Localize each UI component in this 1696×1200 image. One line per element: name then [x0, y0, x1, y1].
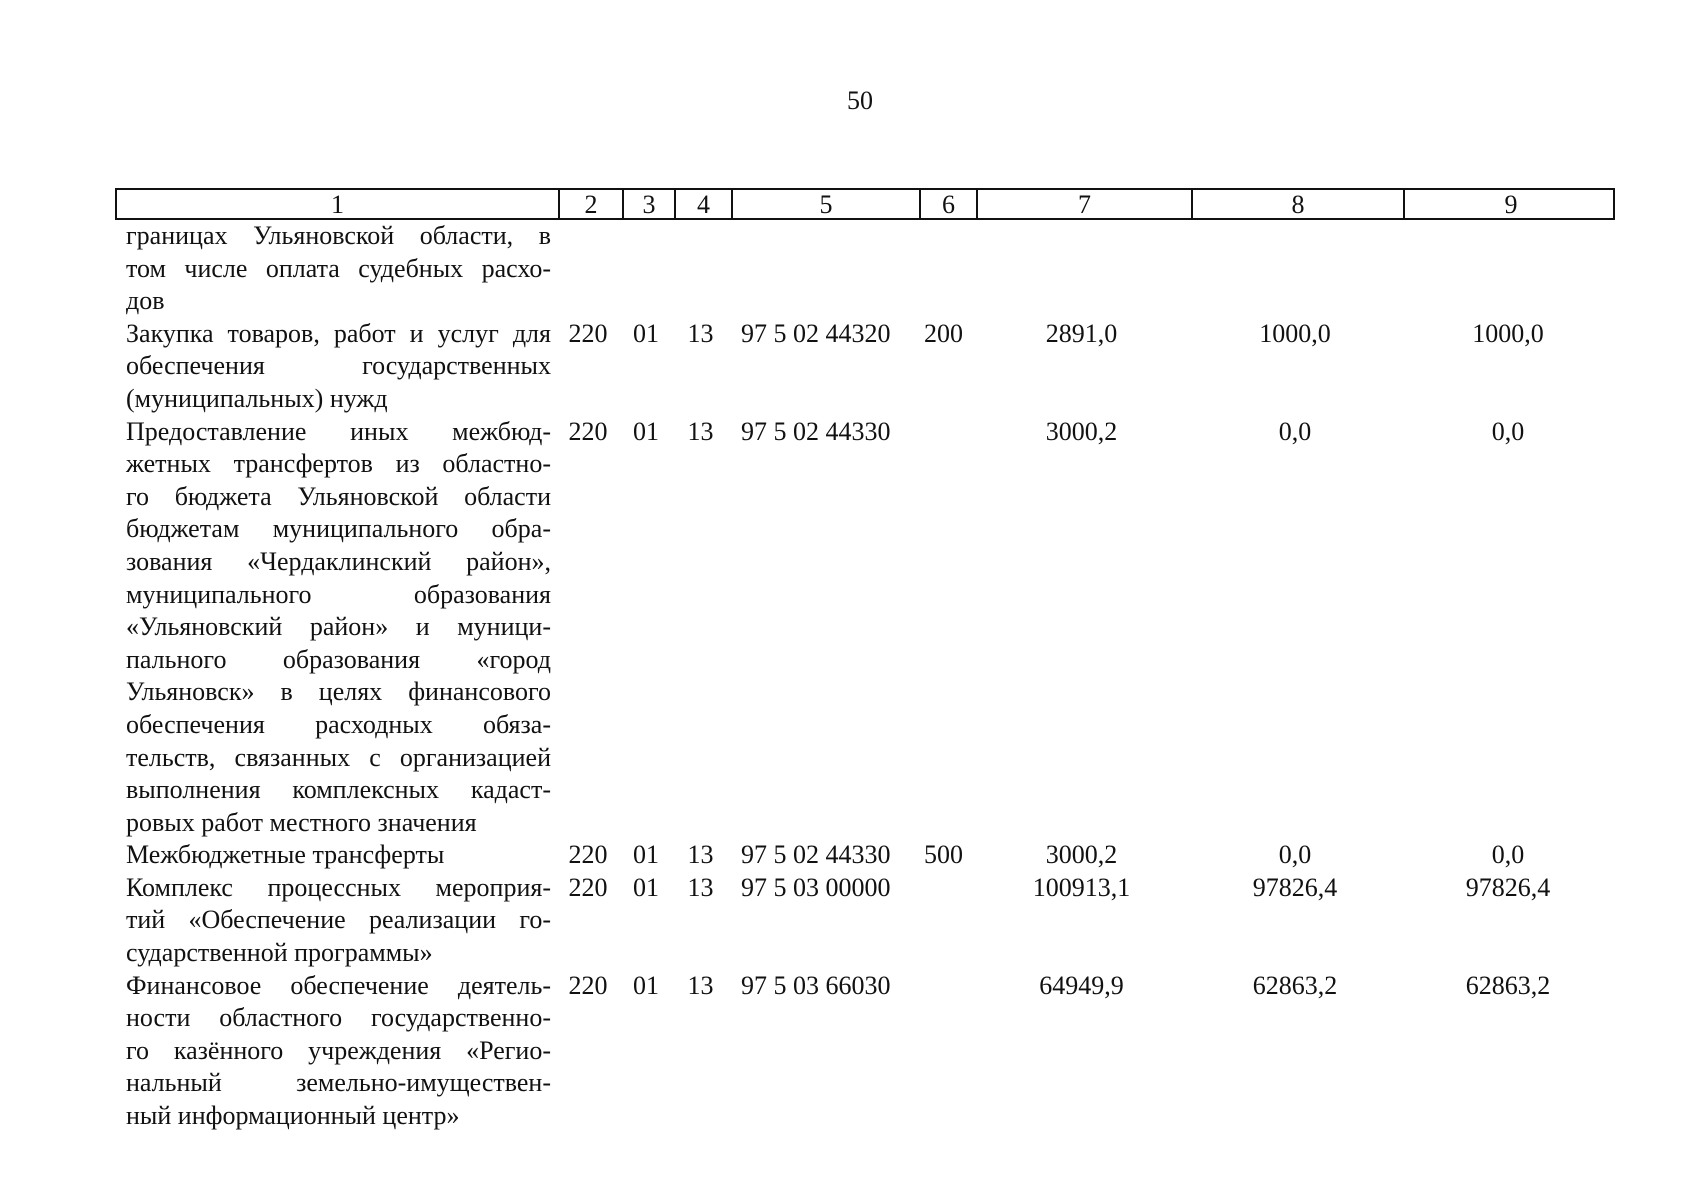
row-description	[115, 872, 556, 970]
row-target-article: 97 5 03 00000	[741, 872, 891, 902]
row-description	[115, 416, 556, 840]
description-line: ный информационный центр»	[126, 1101, 460, 1131]
row-amount-col9: 62863,2	[1465, 970, 1551, 1000]
row-amount-col9: 0,0	[1491, 416, 1525, 446]
header-col-1: 1	[331, 190, 344, 219]
header-col-5: 5	[731, 190, 919, 220]
row-amount-col7: 2891,0	[1045, 318, 1118, 348]
row-target-article: 97 5 02 44330	[741, 416, 891, 446]
row-chapter-code: 220	[568, 840, 608, 870]
description-line: бюджетам муниципального обра-	[126, 514, 551, 544]
row-amount-col7: 100913,1	[1032, 872, 1131, 902]
page-number: 50	[847, 86, 873, 115]
description-line: жетных трансфертов из областно-	[126, 449, 551, 479]
description-line: обеспечения государственных	[126, 351, 551, 381]
table-row	[115, 839, 1615, 872]
row-chapter-code	[556, 220, 620, 318]
row-section-code: 01	[633, 318, 659, 348]
description-line: го бюджета Ульяновской области	[126, 481, 551, 511]
budget-table	[115, 188, 1615, 1133]
row-amount-col8: 0,0	[1278, 416, 1312, 446]
row-chapter-code: 220	[568, 872, 608, 902]
row-subsection-code: 13	[687, 416, 714, 446]
description-line: том числе оплата судебных расхо-	[126, 253, 551, 283]
row-target-article	[729, 220, 917, 318]
row-amount-col7	[974, 220, 1189, 318]
row-section-code	[620, 220, 672, 318]
description-line: «Ульяновский район» и муници-	[126, 612, 551, 642]
row-amount-col8: 97826,4	[1252, 872, 1338, 902]
row-subsection-code: 13	[687, 872, 714, 902]
row-chapter-code: 220	[568, 318, 608, 348]
row-amount-col8: 62863,2	[1252, 970, 1338, 1000]
row-amount-col8	[1189, 220, 1401, 318]
row-chapter-code: 220	[568, 416, 608, 446]
row-expense-type	[917, 970, 974, 1133]
description-line: дов	[126, 286, 165, 316]
row-subsection-code: 13	[687, 318, 714, 348]
description-line: обеспечения расходных обяза-	[126, 709, 551, 739]
row-amount-col9: 1000,0	[1472, 318, 1544, 348]
row-section-code: 01	[633, 872, 659, 902]
row-description	[115, 318, 556, 416]
table-row	[115, 970, 1615, 1133]
description-line: Предоставление иных межбюд-	[126, 416, 551, 446]
row-description	[115, 839, 556, 872]
row-amount-col9: 97826,4	[1465, 872, 1551, 902]
row-section-code: 01	[633, 416, 659, 446]
description-line: ровых работ местного значения	[126, 807, 477, 837]
table-row	[115, 220, 1615, 318]
row-amount-col9	[1401, 220, 1615, 318]
header-col-2: 2	[558, 190, 622, 220]
description-line: Закупка товаров, работ и услуг для	[126, 318, 551, 348]
row-subsection-code: 13	[687, 840, 714, 870]
description-line: (муниципальных) нужд	[126, 383, 388, 413]
description-line: границах Ульяновской области, в	[126, 221, 551, 250]
header-col-7: 7	[976, 190, 1191, 220]
row-amount-col7: 3000,2	[1045, 840, 1118, 870]
row-section-code: 01	[633, 840, 659, 870]
header-col-3: 3	[622, 190, 674, 220]
description-line: Комплекс процессных мероприя-	[126, 872, 551, 902]
header-col-6: 6	[919, 190, 976, 220]
row-expense-type: 200	[924, 318, 963, 348]
header-col-9: 9	[1403, 190, 1617, 220]
row-chapter-code: 220	[568, 970, 608, 1000]
row-target-article: 97 5 02 44330	[741, 840, 891, 870]
description-line: Ульяновск» в целях финансового	[126, 677, 551, 707]
description-line: выполнения комплексных кадаст-	[126, 775, 551, 805]
row-amount-col8: 1000,0	[1259, 318, 1331, 348]
description-line: Финансовое обеспечение деятель-	[126, 970, 551, 1000]
description-line: ности областного государственно-	[126, 1003, 551, 1033]
row-subsection-code	[672, 220, 729, 318]
description-line: нальный земельно-имуществен-	[126, 1068, 551, 1098]
row-subsection-code: 13	[687, 970, 714, 1000]
row-expense-type	[917, 220, 974, 318]
row-target-article: 97 5 03 66030	[741, 970, 891, 1000]
row-section-code: 01	[633, 970, 659, 1000]
table-header	[115, 188, 1615, 220]
table-row	[115, 416, 1615, 840]
description-line: Межбюджетные трансферты	[126, 840, 445, 870]
description-line: муниципального образования	[126, 579, 551, 609]
description-line: го казённого учреждения «Регио-	[126, 1035, 551, 1065]
description-line: тельств, связанных с организацией	[126, 742, 551, 772]
description-line: зования «Чердаклинский район»,	[126, 546, 551, 576]
description-line: сударственной программы»	[126, 938, 433, 968]
header-col-8: 8	[1191, 190, 1403, 220]
row-expense-type: 500	[924, 840, 963, 870]
row-amount-col7: 3000,2	[1045, 416, 1118, 446]
description-line: тий «Обеспечение реализации го-	[126, 905, 551, 935]
row-description	[115, 970, 556, 1133]
row-target-article: 97 5 02 44320	[741, 318, 891, 348]
row-expense-type	[917, 872, 974, 970]
table-row	[115, 318, 1615, 416]
description-line: пального образования «город	[126, 644, 551, 674]
row-description	[115, 220, 556, 318]
row-amount-col8: 0,0	[1278, 840, 1312, 870]
row-expense-type	[917, 416, 974, 840]
header-col-4: 4	[674, 190, 731, 220]
table-body	[115, 220, 1615, 1133]
row-amount-col9: 0,0	[1491, 840, 1525, 870]
row-amount-col7: 64949,9	[1039, 970, 1124, 1000]
table-row	[115, 872, 1615, 970]
